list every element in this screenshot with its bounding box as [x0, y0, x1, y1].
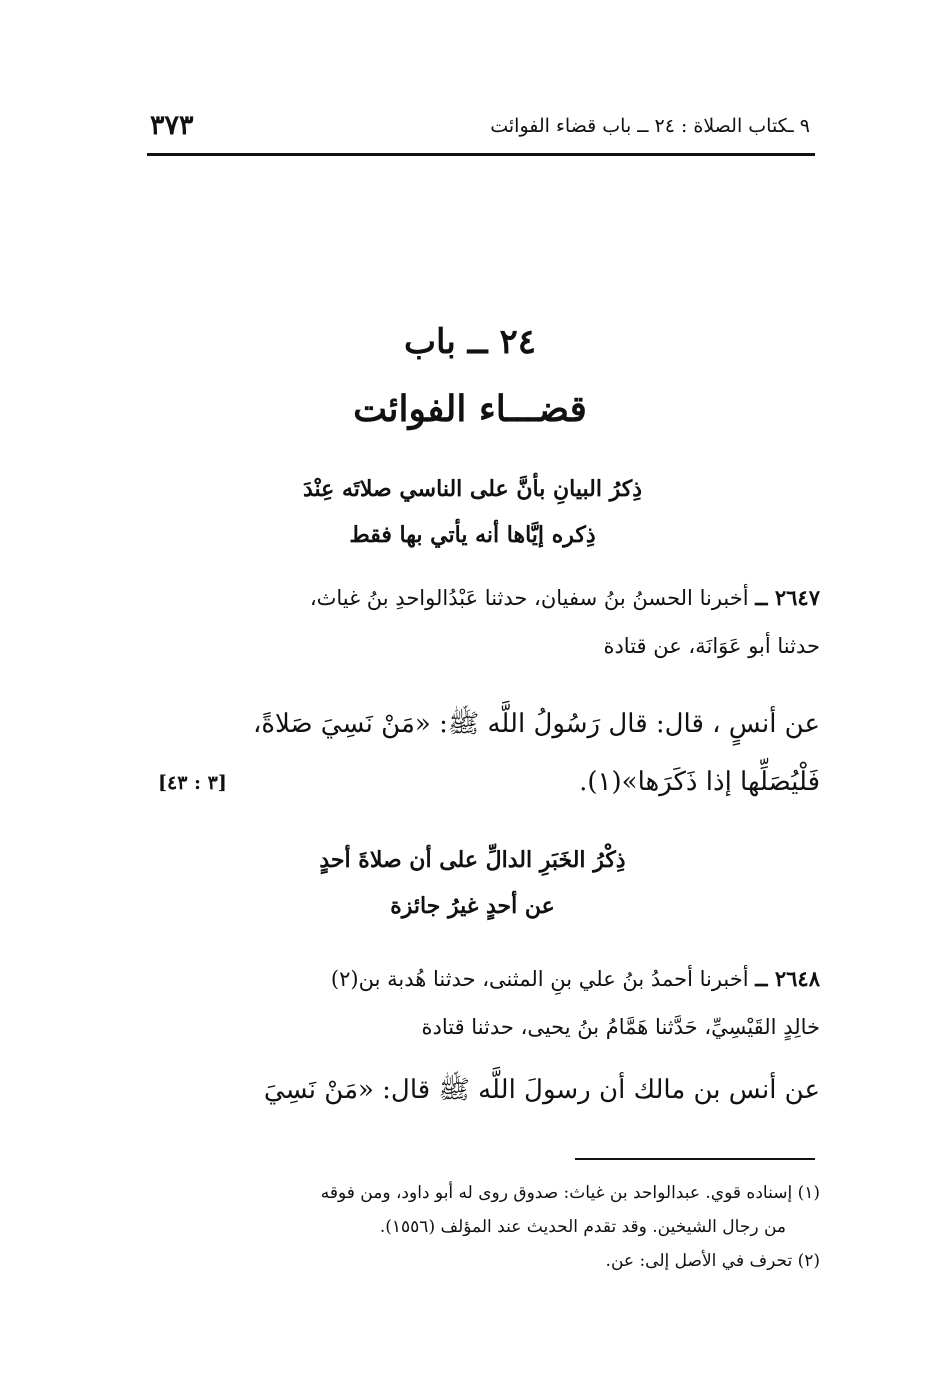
- hadith-2648-matn: [140, 1058, 820, 1122]
- hadith-2647-reference: [٣ : ٤٣]: [158, 772, 227, 794]
- hadith-2648-chain-text-1: أخبرنا أحمدُ بنُ علي بنِ المثنى، حدثنا هُدبة بن(٢): [330, 967, 749, 991]
- hadith-2647-chain-line-1: [140, 574, 820, 622]
- hadith-2647-chain-text-1: أخبرنا الحسنُ بنُ سفيان، حدثنا عَبْدُالواحدِ بنُ غياث،: [309, 586, 749, 610]
- section-title-1-line-1: ذِكرُ البيانِ بأنَّ على الناسي صلاتَه عِنْدَ: [302, 476, 642, 502]
- chapter-number: ٢٤ ــ باب: [404, 322, 536, 362]
- hadith-number-2647: ٢٦٤٧ ــ: [755, 585, 820, 610]
- hadith-number-2648: ٢٦٤٨ ــ: [755, 966, 820, 991]
- hadith-2648-chain: [140, 955, 820, 1051]
- section-title-2-line-2: عن أحدٍ غيرُ جائزة: [390, 893, 555, 919]
- section-title-2-line-1: ذِكْرُ الخَبَرِ الدالِّ على أن صلاةَ أحدٍ: [319, 847, 626, 873]
- header-divider: [147, 153, 815, 156]
- page-number: ٣٧٣: [150, 110, 194, 141]
- section-title-2: [200, 837, 745, 929]
- section-title-1-line-2: ذِكره إيَّاها أنه يأتي بها فقط: [349, 522, 596, 548]
- hadith-2648-chain-line-2: خالِدٍ القَيْسِيِّ، حَدَّثنا هَمَّامُ بنُ يحيى، حدثنا قتادة: [421, 1015, 820, 1039]
- footnote-1-line-2: من رجال الشيخين. وقد تقدم الحديث عند المؤلف (١٥٥٦).: [379, 1217, 786, 1237]
- hadith-2647-matn-end: [280, 758, 820, 806]
- running-header-title: ٩ ـكتاب الصلاة : ٢٤ ــ باب قضاء الفوائت: [490, 115, 810, 137]
- section-title-1: [200, 466, 745, 558]
- hadith-2647-chain: [140, 574, 820, 670]
- hadith-2648-matn-line-1: عن أنس بن مالك أن رسولَ اللَّه ﷺ قال: «مَنْ نَسِيَ: [263, 1075, 820, 1105]
- hadith-2647-chain-line-2: حدثنا أبو عَوَانَة، عن قتادة: [603, 634, 820, 658]
- chapter-title: قضـــاء الفوائت: [353, 388, 587, 430]
- footnote-divider: [575, 1158, 815, 1160]
- hadith-2648-chain-line-1: [140, 955, 820, 1003]
- hadith-2647-matn-line-2: فَلْيُصَلِّها إذا ذَكَرَها»(١).: [579, 767, 820, 797]
- hadith-2647-matn-line-1: عن أنسٍ ، قال: قال رَسُولُ اللَّه ﷺ: «مَنْ نَسِيَ صَلاةً،: [252, 709, 820, 739]
- footnotes: [148, 1176, 820, 1278]
- footnote-1-line-1: (١) إسناده قوي. عبدالواحد بن غياث: صدوق روى له أبو داود، ومن فوقه: [320, 1183, 820, 1203]
- hadith-2647-matn: [140, 692, 820, 756]
- footnote-2-line-1: (٢) تحرف في الأصل إلى: عن.: [605, 1251, 820, 1271]
